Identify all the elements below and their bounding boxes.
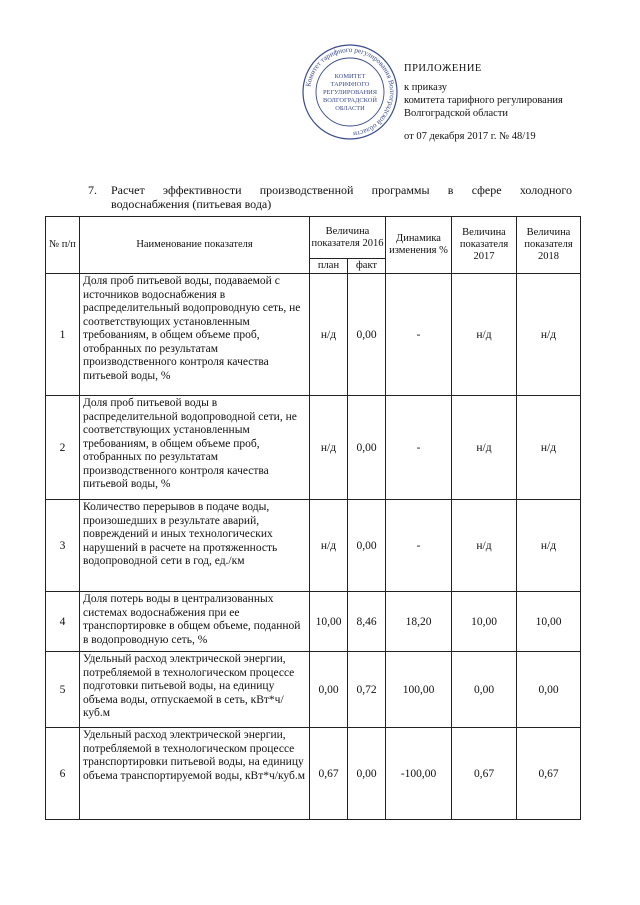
seal-center-line: ВОЛГОГРАДСКОЙ — [322, 97, 378, 104]
header-num: № п/п — [46, 217, 80, 274]
row-name: Доля проб питьевой воды в распределительной водопроводной сети, не соответствующих установленным требованиям, в общем объеме проб, отобранных по результатам производственного контроля качества питьевой воды, % — [80, 396, 310, 500]
table-row — [46, 728, 581, 820]
row-name: Доля проб питьевой воды, подаваемой с источников водоснабжения в распределительный водопроводную сеть, не соответствующих установленным требованиям, в общем объеме проб, отобранных по результатам производственного контроля качества питьевой воды, % — [80, 274, 310, 396]
row-value-2017: н/д — [452, 274, 517, 396]
row-name: Удельный расход электрической энергии, потребляемой в технологическом процессе подготовки питьевой воды, на единицу объема воды, отпускаемой в сеть, кВт*ч/куб.м — [80, 652, 310, 728]
table-row — [46, 652, 581, 728]
row-dynamics: 100,00 — [386, 652, 452, 728]
row-name: Доля потерь воды в централизованных системах водоснабжения при ее транспортировке в общем объеме, поданной в водопроводную сеть, % — [80, 592, 310, 652]
section-title-word: производственной — [259, 183, 354, 197]
row-value-2018: н/д — [517, 500, 581, 592]
header-plan: план — [310, 259, 348, 274]
row-plan: н/д — [310, 500, 348, 592]
section-title-word: в — [447, 183, 454, 197]
row-plan: 10,00 — [310, 592, 348, 652]
row-num: 4 — [46, 592, 80, 652]
seal-ring-text: Комитет тарифного регулирования Волгоградской области — [304, 45, 397, 138]
section-title-word: программы — [371, 183, 430, 197]
row-fact: 0,00 — [348, 396, 386, 500]
row-dynamics: - — [386, 500, 452, 592]
committee-name: комитета тарифного регулирования — [404, 95, 563, 106]
appendix-header — [404, 62, 563, 143]
section-title-line1 — [88, 183, 572, 197]
seal-center-line: ОБЛАСТИ — [335, 105, 365, 112]
row-fact: 0,00 — [348, 728, 386, 820]
efficiency-table — [45, 216, 581, 820]
row-fact: 0,00 — [348, 274, 386, 396]
section-title-word: холодного — [519, 183, 572, 197]
table-row — [46, 500, 581, 592]
seal-center-line: КОМИТЕТ — [334, 73, 366, 80]
row-plan: н/д — [310, 274, 348, 396]
row-num: 5 — [46, 652, 80, 728]
seal-graphic — [300, 42, 400, 142]
row-num: 3 — [46, 500, 80, 592]
table-row — [46, 274, 581, 396]
row-value-2017: н/д — [452, 396, 517, 500]
header-value-2017: Величина показателя 2017 — [452, 217, 517, 274]
order-reference: к приказу — [404, 82, 447, 93]
row-num: 1 — [46, 274, 80, 396]
row-fact: 0,00 — [348, 500, 386, 592]
row-dynamics: -100,00 — [386, 728, 452, 820]
table-row — [46, 592, 581, 652]
header-fact: факт — [348, 259, 386, 274]
section-title-word: 7. Расчет — [88, 183, 145, 197]
row-value-2017: 10,00 — [452, 592, 517, 652]
row-value-2018: н/д — [517, 396, 581, 500]
header-name: Наименование показателя — [80, 217, 310, 274]
row-plan: 0,00 — [310, 652, 348, 728]
row-value-2018: н/д — [517, 274, 581, 396]
row-value-2018: 0,67 — [517, 728, 581, 820]
row-fact: 0,72 — [348, 652, 386, 728]
table-row — [46, 396, 581, 500]
section-title — [88, 183, 572, 211]
row-plan: 0,67 — [310, 728, 348, 820]
section-title-word: сфере — [471, 183, 502, 197]
row-plan: н/д — [310, 396, 348, 500]
row-name: Удельный расход электрической энергии, потребляемой в технологическом процессе транспортировки питьевой воды, на единицу объема транспортируемой воды, кВт*ч/куб.м — [80, 728, 310, 820]
row-value-2017: 0,00 — [452, 652, 517, 728]
header-dynamics: Динамика изменения % — [386, 217, 452, 274]
seal-center-line: ТАРИФНОГО — [330, 81, 370, 88]
section-title-line2: водоснабжения (питьевая вода) — [111, 197, 272, 211]
region-name: Волгоградской области — [404, 108, 509, 119]
header-value-2018: Величина показателя 2018 — [517, 217, 581, 274]
row-value-2017: н/д — [452, 500, 517, 592]
row-num: 2 — [46, 396, 80, 500]
order-date: от 07 декабря 2017 г. № 48/19 — [404, 131, 536, 142]
row-name: Количество перерывов в подаче воды, произошедших в результате аварий, повреждений и иных технологических нарушений в расчете на протяженность водопроводной сети в год, ед./км — [80, 500, 310, 592]
official-seal — [300, 42, 400, 142]
row-fact: 8,46 — [348, 592, 386, 652]
section-number: 7. — [88, 183, 97, 197]
row-value-2018: 10,00 — [517, 592, 581, 652]
row-dynamics: - — [386, 396, 452, 500]
row-dynamics: 18,20 — [386, 592, 452, 652]
section-title-word: эффективности — [162, 183, 242, 197]
appendix-title: ПРИЛОЖЕНИЕ — [404, 63, 482, 74]
row-num: 6 — [46, 728, 80, 820]
row-value-2017: 0,67 — [452, 728, 517, 820]
seal-center-line: РЕГУЛИРОВАНИЯ — [322, 89, 378, 96]
header-value-2016: Величина показателя 2016 — [310, 217, 386, 259]
row-value-2018: 0,00 — [517, 652, 581, 728]
row-dynamics: - — [386, 274, 452, 396]
